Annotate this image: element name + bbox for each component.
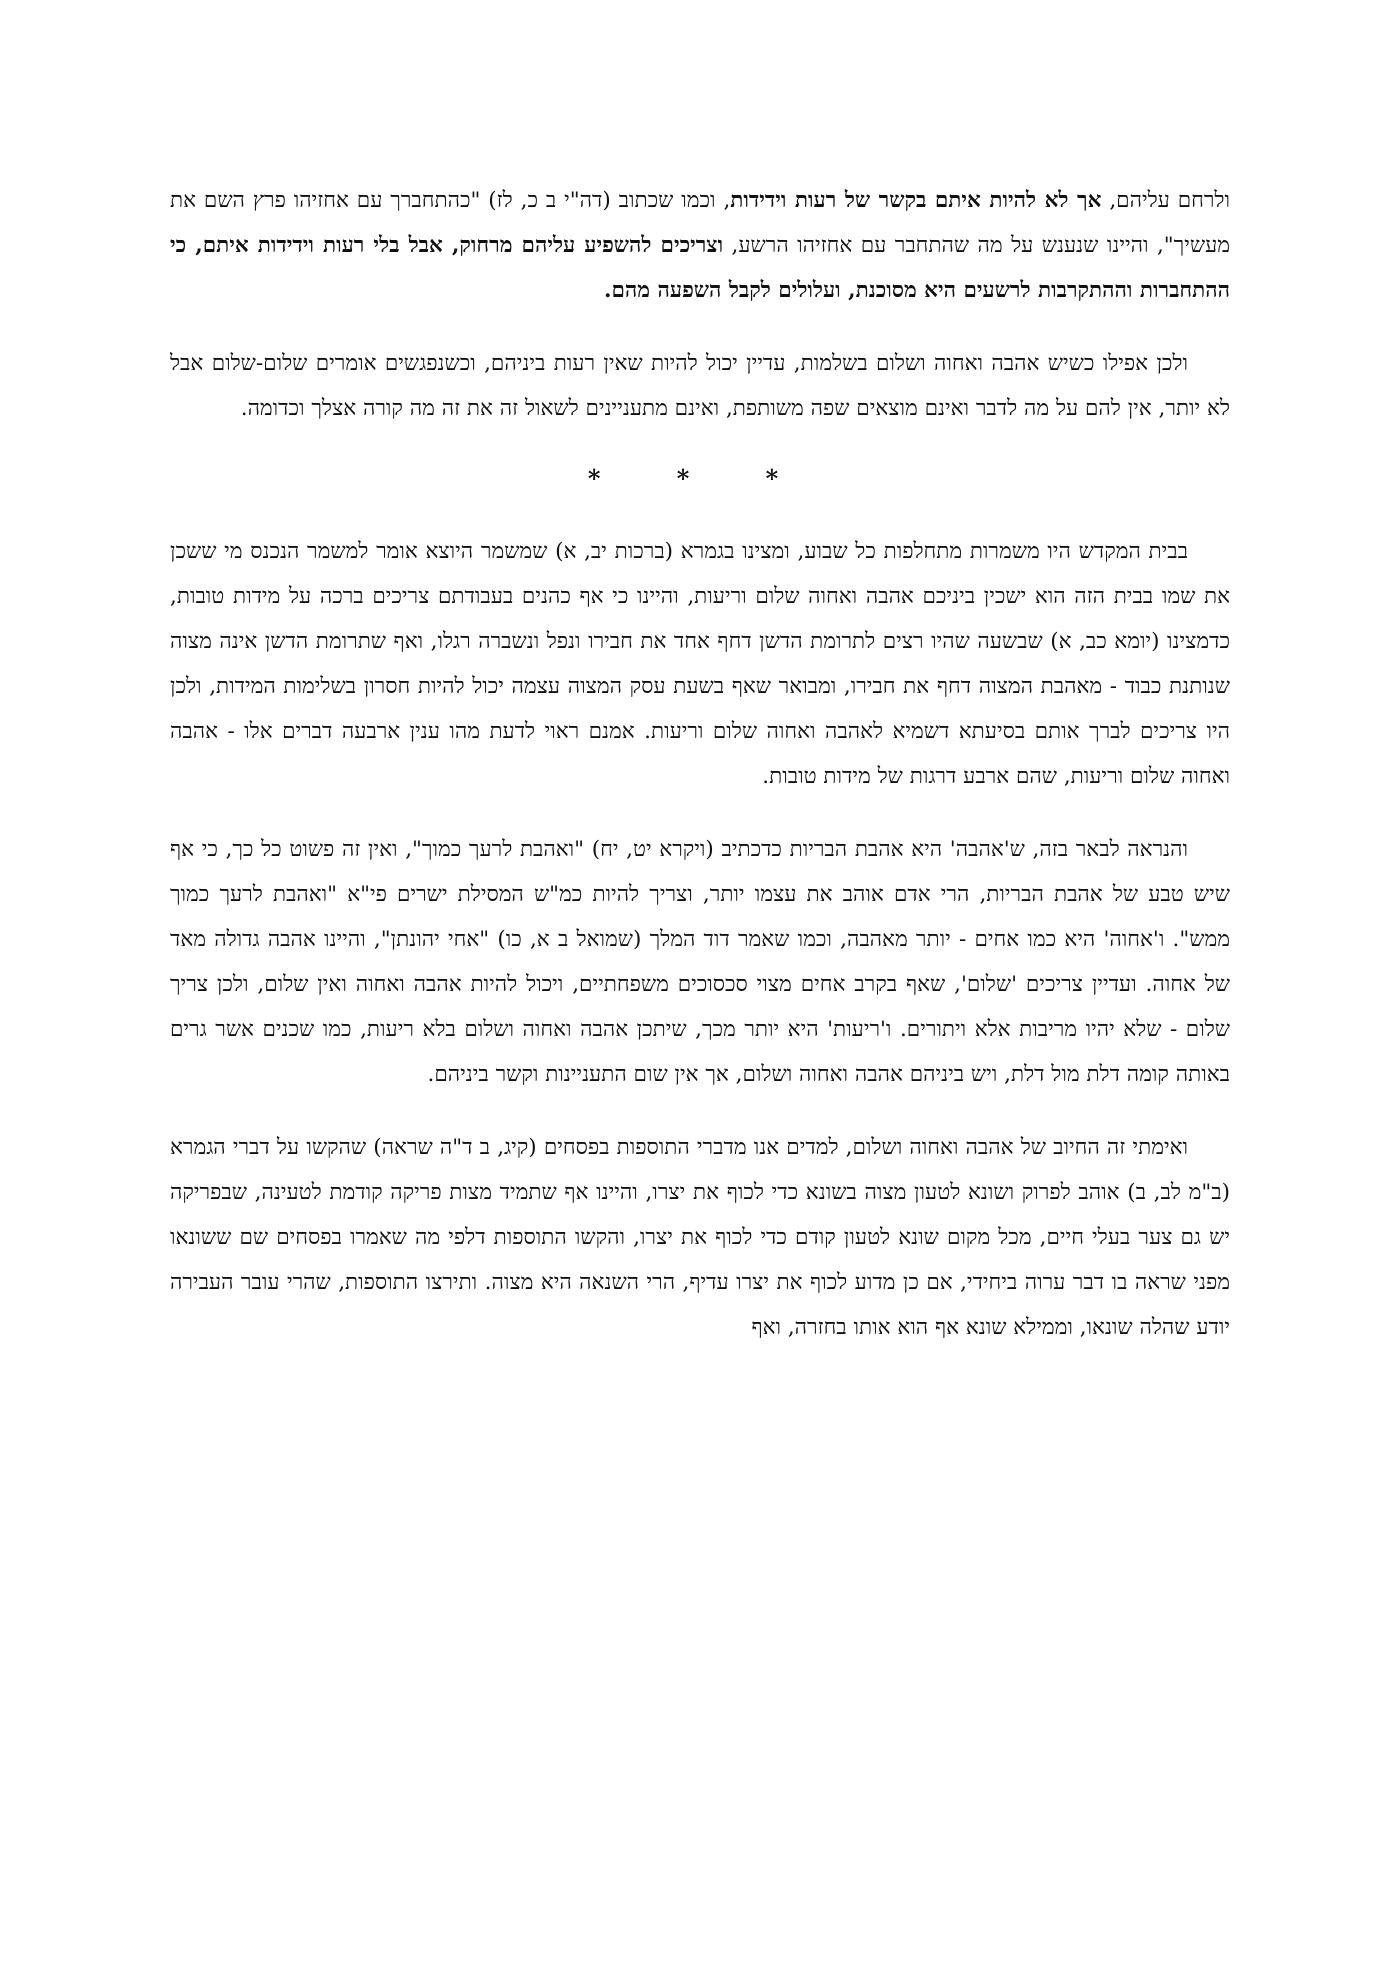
text-run: בבית המקדש היו משמרות מתחלפות כל שבוע, ומצינו בגמרא (ברכות יב, א) שמשמר היוצא אומר למשמר הנכנס מי ששכן את שמו בבית הזה הוא ישכין ביניכם אהבה ואחוה שלום וריעות, והיינו כי אף כהנים בעבודתם צריכים ברכה על מידות טובות, כדמצינו (יומא כב, א) שבשעה שהיו רצים לתרומת הדשן דחף אחד את חבירו ונפל ונשברה רגלו, ואף שתרומת הדשן אינה מצוה שנותנת כבוד - מאהבת המצוה דחף את חבירו, ומבואר שאף בשעת עסק המצוה עצמה יכול להיות חסרון בשלימות המידות, ולכן היו צריכים לברך אותם בסיעתא דשמיא לאהבה ואחוה שלום וריעות. אמנם ראוי לדעת מהו ענין ארבעה דברים אלו - אהבה ואחוה שלום וריעות, שהם ארבע דרגות של מידות טובות. [170, 539, 1230, 789]
text-run: , וכמו שכתוב (דה"י ב כ, לז) "כהתחברך עם אחזיהו פרץ השם את מעשיך", והיינו שנענש על מה שהתחבר עם אחזיהו הרשע, [170, 188, 1230, 258]
section-divider: * * * [587, 464, 813, 493]
text-run: והנראה לבאר בזה, ש'אהבה' היא אהבת הבריות כדכתיב (ויקרא יט, יח) "ואהבת לרעך כמוך", ואין זה פשוט כל כך, כי אף שיש טבע של אהבת הבריות, הרי אדם אוהב את עצמו יותר, וצריך להיות כמ"ש המסילת ישרים פי"א "ואהבת לרעך כמוך ממש". ו'אחוה' היא כמו אחים - יותר מאהבה, וכמו שאמר דוד המלך (שמואל ב א, כו) "אחי יהונתן", והיינו אהבה גדולה מאד של אחוה. ועדיין צריכים 'שלום', שאף בקרב אחים מצוי סכסוכים משפחתיים, ויכול להיות אהבה ואחוה ואין שלום, ולכן צריך שלום - שלא יהיו מריבות אלא ויתורים. ו'ריעות' היא יותר מכך, שיתכן אהבה ואחוה ושלום בלא ריעות, כמו שכנים אשר גרים באותה קומה דלת מול דלת, ויש ביניהם אהבה ואחוה ושלום, אך אין שום התעניינות וקשר ביניהם. [170, 837, 1230, 1087]
paragraph-4 [170, 827, 1230, 1097]
paragraph-1 [170, 178, 1230, 313]
text-run: ולכן אפילו כשיש אהבה ואחוה ושלום בשלמות, עדיין יכול להיות שאין רעות ביניהם, וכשנפגשים אומרים שלום-שלום אבל לא יותר, אין להם על מה לדבר ואינם מוצאים שפה משותפת, ואינם מתעניינים לשאול זה את זה מה קורה אצלך וכדומה. [170, 351, 1230, 421]
paragraph-2 [170, 341, 1230, 431]
paragraph-5 [170, 1125, 1230, 1350]
document-page [170, 178, 1230, 1378]
paragraph-3 [170, 529, 1230, 799]
bold-text-run: וצריכים להשפיע עליהם מרחוק, אבל בלי רעות וידידות איתם, כי ההתחברות וההתקרבות לרשעים היא מסוכנת, ועלולים לקבל השפעה מהם. [170, 233, 1230, 303]
text-run: ולרחם עליהם, [1101, 188, 1230, 213]
text-run: ואימתי זה החיוב של אהבה ואחוה ושלום, למדים אנו מדברי התוספות בפסחים (קיג, ב ד"ה שראה) שהקשו על דברי הגמרא (ב"מ לב, ב) אוהב לפרוק ושונא לטעון מצוה בשונא כדי לכוף את יצרו, והיינו אף שתמיד מצות פריקה קודמת לטעינה, שבפריקה יש גם צער בעלי חיים, מכל מקום שונא לטעון קודם כדי לכוף את יצרו, והקשו התוספות דלפי מה שאמרו בפסחים שם ששונאו מפני שראה בו דבר ערוה ביחידי, אם כן מדוע לכוף את יצרו עדיף, הרי השנאה היא מצוה. ותירצו התוספות, שהרי עובר העבירה יודע שהלה שונאו, וממילא שונא אף הוא אותו בחזרה, ואף [170, 1135, 1230, 1340]
bold-text-run: אך לא להיות איתם בקשר של רעות וידידות [730, 188, 1102, 213]
